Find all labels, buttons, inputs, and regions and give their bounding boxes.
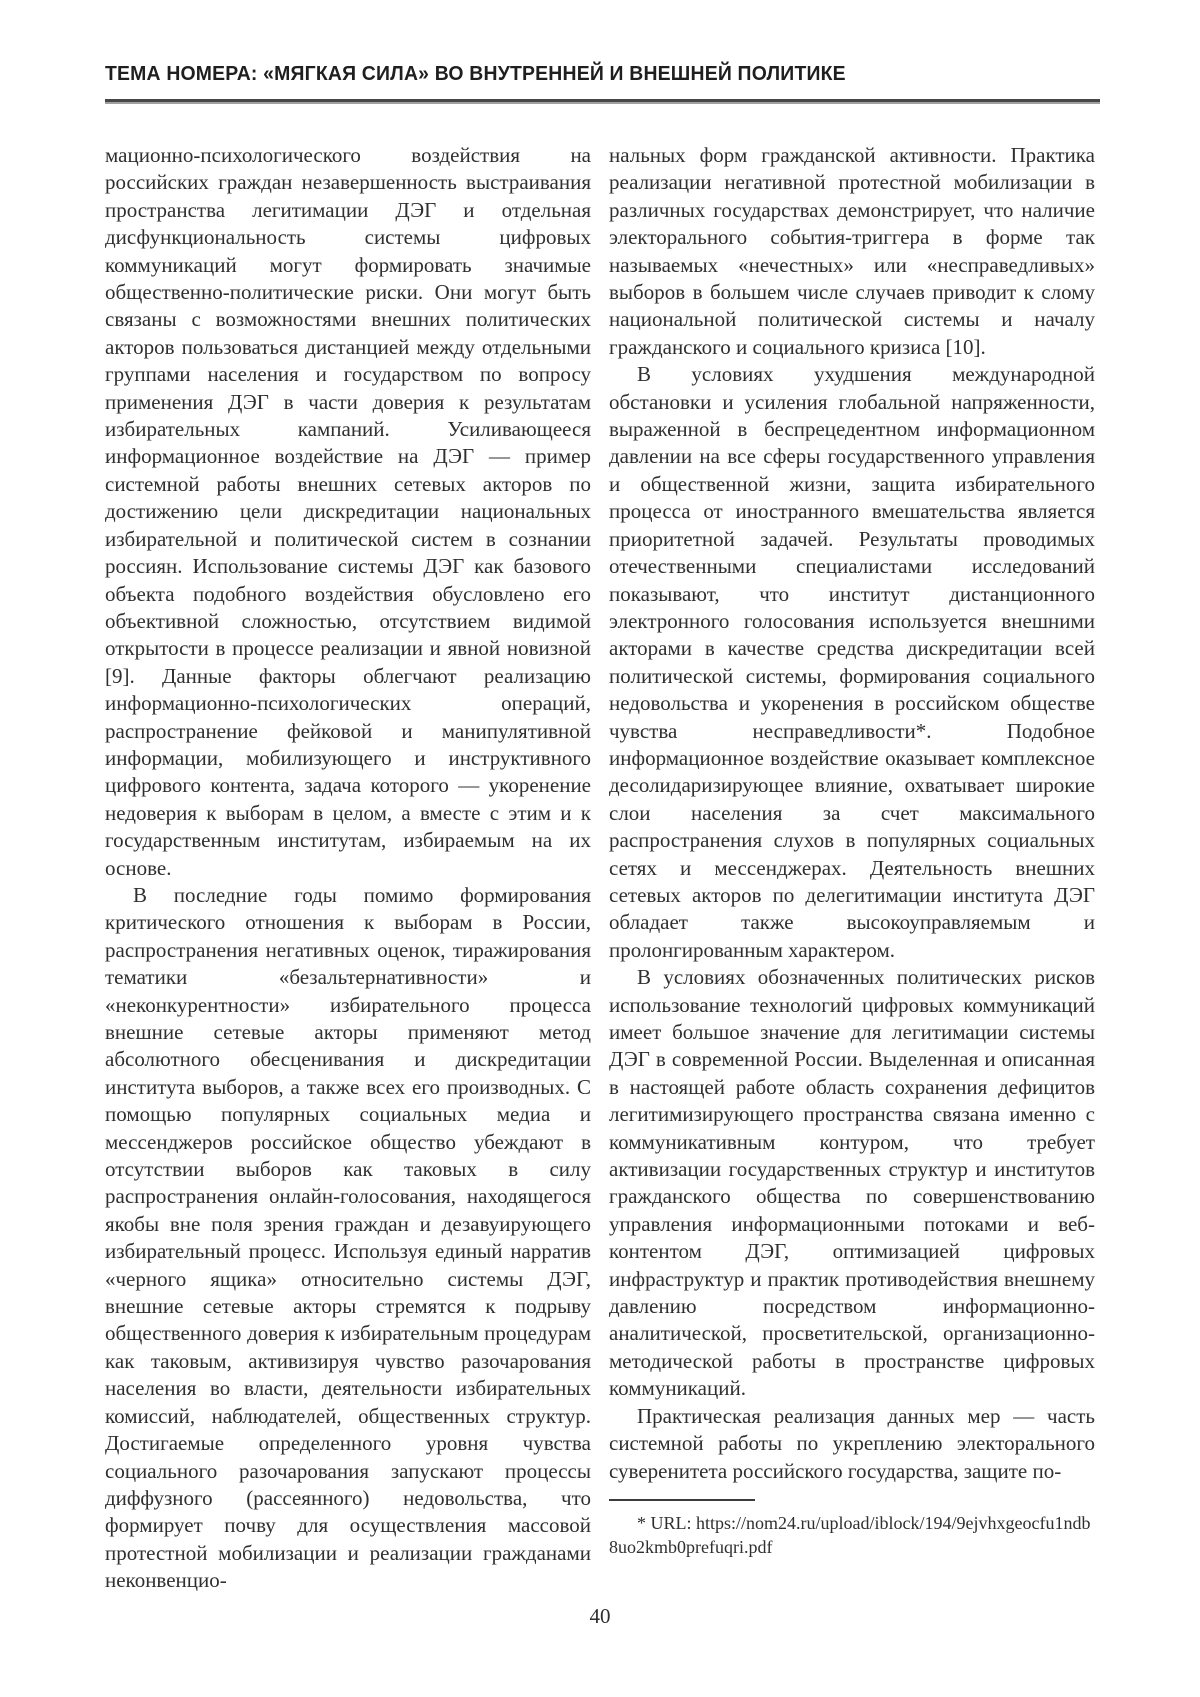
paragraph: В условиях обозначенных политических рисков использование технологий цифровых коммуникаций имеет большое значение для легитимации системы ДЭГ в современной России. Выделенная и описанная в настоящей работе область сохранения дефицитов легитимизирующего пространства связана именно с коммуникативным контуром, что требует активизации государственных структур и институтов гражданского общества по совершенствованию управления информационными потоками и веб-контентом ДЭГ, оптимизацией цифровых инфраструктур и практик противодействия внешнему давлению посредством информационно-аналитической, просветительской, организационно-методической работы в пространстве цифровых коммуникаций. [609, 965, 1095, 1401]
footnote-label: URL: [650, 1512, 692, 1533]
left-column [105, 142, 591, 1595]
page-header [0, 0, 1200, 104]
article-body [105, 142, 1095, 1595]
footnote-marker: * [637, 1512, 646, 1533]
header-rule [105, 99, 1100, 104]
footnote [609, 1499, 1095, 1560]
page-number: 40 [589, 1604, 611, 1628]
paragraph: мационно-психологического воздействия на российских граждан незавершенность выстраивания пространства легитимации ДЭГ и отдельная дисфункциональность системы цифровых коммуникаций могут формировать значимые общественно-политические риски. Они могут быть связаны с возможностями внешних политических акторов пользоваться дистанцией между отдельными группами населения и государством по вопросу применения ДЭГ в части доверия к результатам избирательных кампаний. Усиливающееся информационное воздействие на ДЭГ — пример системной работы внешних сетевых акторов по достижению цели дискредитации национальных избирательной и политической систем в сознании россиян. Использование системы ДЭГ как базового объекта подобного воздействия обусловлено его объективной сложностью, отсутствием видимой открытости в процессе реализации и явной новизной [9]. Данные факторы облегчают реализацию информационно-психологических операций, распространение фейковой и манипулятивной информации, мобилизующего и инструктивного цифрового контента, задача которого — укоренение недоверия к выборам в целом, а вместе с этим и к государственным институтам, избираемым на их основе. [105, 143, 591, 880]
footnote-rule [609, 1499, 755, 1501]
paragraph: В последние годы помимо формирования критического отношения к выборам в России, распространения негативных оценок, тиражирования тематики «безальтернативности» и «неконкурентности» избирательного процесса внешние сетевые акторы применяют метод абсолютного обесценивания и дискредитации института выборов, а также всех его производных. С помощью популярных социальных медиа и мессенджеров российское общество убеждают в отсутствии выборов как таковых в силу распространения онлайн-голосования, находящегося якобы вне поля зрения граждан и дезавуирующего избирательный процесс. Используя единый нарратив «черного ящика» относительно системы ДЭГ, внешние сетевые акторы стремятся к подрыву общественного доверия к избирательным процедурам как таковым, активизируя чувство разочарования населения во власти, деятельности избирательных комиссий, наблюдателей, общественных структур. Достигаемые определенного уровня чувства социального разочарования запускают процессы диффузного (рассеянного) недовольства, что формирует почву для осуществления массовой протестной мобилизации и реализации гражданами неконвенцио- [105, 882, 591, 1593]
right-column [609, 142, 1095, 1595]
paragraph: нальных форм гражданской активности. Практика реализации негативной протестной мобилизации в различных государствах демонстрирует, что наличие электорального события-триггера в форме так называемых «нечестных» или «несправедливых» выборов в большем числе случаев приводит к слому национальной политической системы и началу гражданского и социального кризиса [10]. [609, 143, 1095, 359]
footnote-text [609, 1511, 1095, 1560]
running-head-title: ТЕМА НОМЕРА: «МЯГКАЯ СИЛА» ВО ВНУТРЕННЕЙ И ВНЕШНЕЙ ПОЛИТИКЕ [105, 63, 846, 85]
paragraph: Практическая реализация данных мер — часть системной работы по укреплению электорального суверенитета российского государства, защите по- [609, 1403, 1095, 1483]
paragraph: В условиях ухудшения международной обстановки и усиления глобальной напряженности, выраженной в беспрецедентном информационном давлении на все сферы государственного управления и общественной жизни, защита избирательного процесса от иностранного вмешательства является приоритетной задачей. Результаты проводимых отечественными специалистами исследований показывают, что институт дистанционного электронного голосования используется внешними акторами в качестве средства дискредитации всей политической системы, формирования социального недовольства и укоренения в российском обществе чувства несправедливости*. Подобное информационное воздействие оказывает комплексное десолидаризирующее влияние, охватывает широкие слои населения за счет максимального распространения слухов в популярных социальных сетях и мессенджерах. Деятельность внешних сетевых акторов по делегитимации института ДЭГ обладает также высокоуправляемым и пролонгированным характером. [609, 362, 1095, 962]
footnote-url: https://nom24.ru/upload/iblock/194/9ejvhxgeocfu1ndb8uo2kmb0prefuqri.pdf [609, 1512, 1091, 1558]
